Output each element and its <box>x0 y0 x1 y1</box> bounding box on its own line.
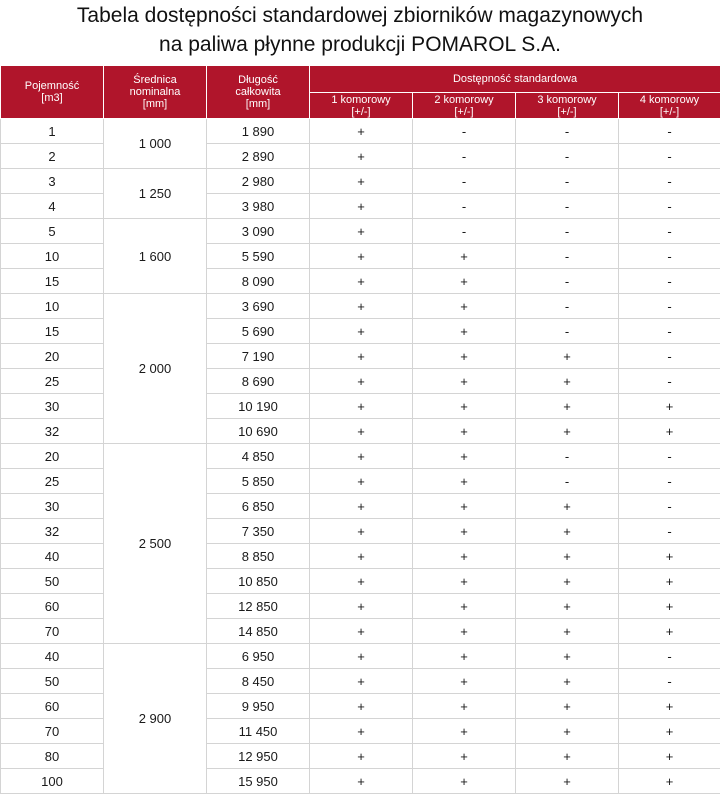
cell-capacity: 10 <box>1 244 104 269</box>
cell-length: 3 690 <box>207 294 310 319</box>
cell-chamber-1: + <box>310 594 413 619</box>
cell-capacity: 10 <box>1 294 104 319</box>
cell-length: 5 590 <box>207 244 310 269</box>
cell-chamber-4: - <box>619 319 720 344</box>
cell-capacity: 32 <box>1 419 104 444</box>
cell-chamber-3: + <box>516 369 619 394</box>
cell-chamber-1: + <box>310 694 413 719</box>
cell-chamber-3: + <box>516 544 619 569</box>
cell-capacity: 20 <box>1 344 104 369</box>
cell-chamber-1: + <box>310 294 413 319</box>
cell-chamber-1: + <box>310 219 413 244</box>
cell-chamber-3: + <box>516 519 619 544</box>
cell-length: 7 350 <box>207 519 310 544</box>
cell-capacity: 4 <box>1 194 104 219</box>
header-capacity: Pojemność [m3] <box>1 66 104 119</box>
cell-diameter: 2 500 <box>104 444 207 644</box>
cell-chamber-1: + <box>310 369 413 394</box>
cell-chamber-4: - <box>619 494 720 519</box>
cell-length: 8 450 <box>207 669 310 694</box>
cell-length: 10 690 <box>207 419 310 444</box>
cell-chamber-1: + <box>310 119 413 144</box>
cell-chamber-1: + <box>310 744 413 769</box>
cell-length: 10 190 <box>207 394 310 419</box>
cell-length: 5 850 <box>207 469 310 494</box>
cell-chamber-2: + <box>413 269 516 294</box>
cell-capacity: 50 <box>1 569 104 594</box>
cell-capacity: 80 <box>1 744 104 769</box>
cell-chamber-3: + <box>516 719 619 744</box>
cell-chamber-3: + <box>516 769 619 794</box>
cell-capacity: 50 <box>1 669 104 694</box>
cell-chamber-4: - <box>619 144 720 169</box>
cell-chamber-1: + <box>310 644 413 669</box>
cell-chamber-2: + <box>413 719 516 744</box>
cell-chamber-1: + <box>310 319 413 344</box>
cell-length: 8 850 <box>207 544 310 569</box>
cell-length: 8 690 <box>207 369 310 394</box>
cell-chamber-1: + <box>310 444 413 469</box>
cell-chamber-1: + <box>310 169 413 194</box>
cell-chamber-1: + <box>310 144 413 169</box>
cell-length: 2 980 <box>207 169 310 194</box>
cell-diameter: 2 000 <box>104 294 207 444</box>
cell-capacity: 30 <box>1 394 104 419</box>
cell-chamber-4: - <box>619 644 720 669</box>
cell-chamber-3: + <box>516 744 619 769</box>
cell-chamber-4: - <box>619 219 720 244</box>
cell-chamber-1: + <box>310 469 413 494</box>
cell-chamber-4: - <box>619 169 720 194</box>
cell-chamber-1: + <box>310 269 413 294</box>
cell-chamber-3: + <box>516 494 619 519</box>
cell-length: 3 980 <box>207 194 310 219</box>
cell-chamber-3: + <box>516 419 619 444</box>
cell-chamber-3: - <box>516 444 619 469</box>
cell-chamber-4: - <box>619 444 720 469</box>
cell-chamber-3: + <box>516 619 619 644</box>
cell-length: 3 090 <box>207 219 310 244</box>
header-length: Długość całkowita [mm] <box>207 66 310 119</box>
cell-chamber-1: + <box>310 519 413 544</box>
cell-chamber-2: - <box>413 144 516 169</box>
cell-chamber-3: - <box>516 269 619 294</box>
cell-chamber-3: - <box>516 219 619 244</box>
cell-chamber-2: + <box>413 594 516 619</box>
cell-capacity: 70 <box>1 619 104 644</box>
table-row <box>1 294 720 319</box>
header-availability: Dostępność standardowa <box>310 66 720 93</box>
cell-chamber-2: + <box>413 519 516 544</box>
header-chamber-4: 4 komorowy [+/-] <box>619 93 720 119</box>
title-line-1: Tabela dostępności standardowej zbiorników magazynowych <box>76 4 644 27</box>
cell-chamber-2: - <box>413 119 516 144</box>
cell-length: 8 090 <box>207 269 310 294</box>
table-header <box>1 66 720 119</box>
cell-chamber-3: - <box>516 119 619 144</box>
cell-capacity: 20 <box>1 444 104 469</box>
cell-chamber-3: - <box>516 194 619 219</box>
cell-length: 5 690 <box>207 319 310 344</box>
cell-capacity: 15 <box>1 319 104 344</box>
cell-chamber-4: + <box>619 694 720 719</box>
cell-diameter: 1 000 <box>104 119 207 169</box>
cell-chamber-3: + <box>516 569 619 594</box>
cell-chamber-2: + <box>413 369 516 394</box>
cell-length: 7 190 <box>207 344 310 369</box>
cell-capacity: 100 <box>1 769 104 794</box>
cell-chamber-3: - <box>516 294 619 319</box>
cell-chamber-1: + <box>310 194 413 219</box>
cell-capacity: 60 <box>1 594 104 619</box>
cell-chamber-4: - <box>619 294 720 319</box>
table-row <box>1 219 720 244</box>
cell-chamber-1: + <box>310 769 413 794</box>
cell-length: 12 950 <box>207 744 310 769</box>
cell-chamber-4: + <box>619 744 720 769</box>
cell-length: 14 850 <box>207 619 310 644</box>
cell-length: 1 890 <box>207 119 310 144</box>
cell-capacity: 40 <box>1 544 104 569</box>
cell-chamber-4: + <box>619 594 720 619</box>
cell-chamber-3: + <box>516 594 619 619</box>
cell-length: 9 950 <box>207 694 310 719</box>
cell-chamber-2: + <box>413 294 516 319</box>
cell-capacity: 30 <box>1 494 104 519</box>
cell-chamber-2: + <box>413 344 516 369</box>
header-chamber-2: 2 komorowy [+/-] <box>413 93 516 119</box>
title-line-2: na paliwa płynne produkcji POMAROL S.A. <box>159 33 561 56</box>
cell-chamber-2: + <box>413 444 516 469</box>
cell-length: 10 850 <box>207 569 310 594</box>
cell-chamber-4: - <box>619 344 720 369</box>
cell-length: 11 450 <box>207 719 310 744</box>
cell-capacity: 1 <box>1 119 104 144</box>
cell-chamber-2: + <box>413 669 516 694</box>
cell-chamber-1: + <box>310 244 413 269</box>
cell-chamber-2: + <box>413 319 516 344</box>
cell-chamber-2: + <box>413 569 516 594</box>
cell-capacity: 60 <box>1 694 104 719</box>
cell-chamber-4: + <box>619 394 720 419</box>
header-chamber-3: 3 komorowy [+/-] <box>516 93 619 119</box>
cell-chamber-1: + <box>310 494 413 519</box>
cell-chamber-4: + <box>619 719 720 744</box>
cell-chamber-2: - <box>413 194 516 219</box>
cell-chamber-2: + <box>413 544 516 569</box>
cell-capacity: 25 <box>1 469 104 494</box>
cell-chamber-1: + <box>310 394 413 419</box>
table-row <box>1 644 720 669</box>
cell-chamber-3: - <box>516 469 619 494</box>
table-body <box>1 119 720 794</box>
cell-chamber-1: + <box>310 719 413 744</box>
cell-chamber-2: + <box>413 244 516 269</box>
cell-chamber-1: + <box>310 419 413 444</box>
cell-chamber-1: + <box>310 344 413 369</box>
cell-chamber-2: + <box>413 769 516 794</box>
table-row <box>1 169 720 194</box>
table-row <box>1 444 720 469</box>
cell-chamber-4: + <box>619 569 720 594</box>
cell-chamber-1: + <box>310 569 413 594</box>
cell-chamber-4: + <box>619 419 720 444</box>
cell-chamber-3: + <box>516 644 619 669</box>
cell-chamber-2: + <box>413 494 516 519</box>
cell-length: 6 850 <box>207 494 310 519</box>
cell-chamber-4: - <box>619 244 720 269</box>
cell-chamber-3: - <box>516 169 619 194</box>
cell-chamber-3: - <box>516 319 619 344</box>
cell-capacity: 3 <box>1 169 104 194</box>
cell-chamber-2: - <box>413 169 516 194</box>
cell-chamber-4: - <box>619 369 720 394</box>
cell-chamber-4: - <box>619 194 720 219</box>
cell-diameter: 2 900 <box>104 644 207 794</box>
cell-length: 6 950 <box>207 644 310 669</box>
cell-chamber-2: + <box>413 694 516 719</box>
cell-capacity: 15 <box>1 269 104 294</box>
page-title <box>0 0 720 65</box>
cell-capacity: 70 <box>1 719 104 744</box>
cell-chamber-2: + <box>413 744 516 769</box>
cell-chamber-3: + <box>516 694 619 719</box>
cell-length: 4 850 <box>207 444 310 469</box>
cell-chamber-3: + <box>516 344 619 369</box>
cell-diameter: 1 600 <box>104 219 207 294</box>
availability-table <box>0 65 720 794</box>
cell-chamber-4: - <box>619 469 720 494</box>
cell-chamber-4: + <box>619 769 720 794</box>
cell-chamber-1: + <box>310 669 413 694</box>
cell-chamber-3: + <box>516 394 619 419</box>
cell-diameter: 1 250 <box>104 169 207 219</box>
header-chamber-1: 1 komorowy [+/-] <box>310 93 413 119</box>
cell-chamber-4: - <box>619 269 720 294</box>
cell-chamber-2: - <box>413 219 516 244</box>
cell-length: 12 850 <box>207 594 310 619</box>
header-diameter: Średnica nominalna [mm] <box>104 66 207 119</box>
cell-capacity: 2 <box>1 144 104 169</box>
cell-chamber-4: + <box>619 544 720 569</box>
cell-length: 15 950 <box>207 769 310 794</box>
table-row <box>1 119 720 144</box>
cell-chamber-4: - <box>619 519 720 544</box>
cell-chamber-3: - <box>516 244 619 269</box>
cell-chamber-2: + <box>413 394 516 419</box>
cell-chamber-2: + <box>413 619 516 644</box>
cell-capacity: 32 <box>1 519 104 544</box>
cell-chamber-3: + <box>516 669 619 694</box>
cell-length: 2 890 <box>207 144 310 169</box>
cell-chamber-2: + <box>413 644 516 669</box>
cell-capacity: 40 <box>1 644 104 669</box>
cell-chamber-4: - <box>619 119 720 144</box>
cell-chamber-4: + <box>619 619 720 644</box>
cell-chamber-2: + <box>413 469 516 494</box>
cell-chamber-3: - <box>516 144 619 169</box>
cell-capacity: 5 <box>1 219 104 244</box>
cell-chamber-2: + <box>413 419 516 444</box>
cell-chamber-1: + <box>310 619 413 644</box>
cell-chamber-4: - <box>619 669 720 694</box>
cell-capacity: 25 <box>1 369 104 394</box>
cell-chamber-1: + <box>310 544 413 569</box>
